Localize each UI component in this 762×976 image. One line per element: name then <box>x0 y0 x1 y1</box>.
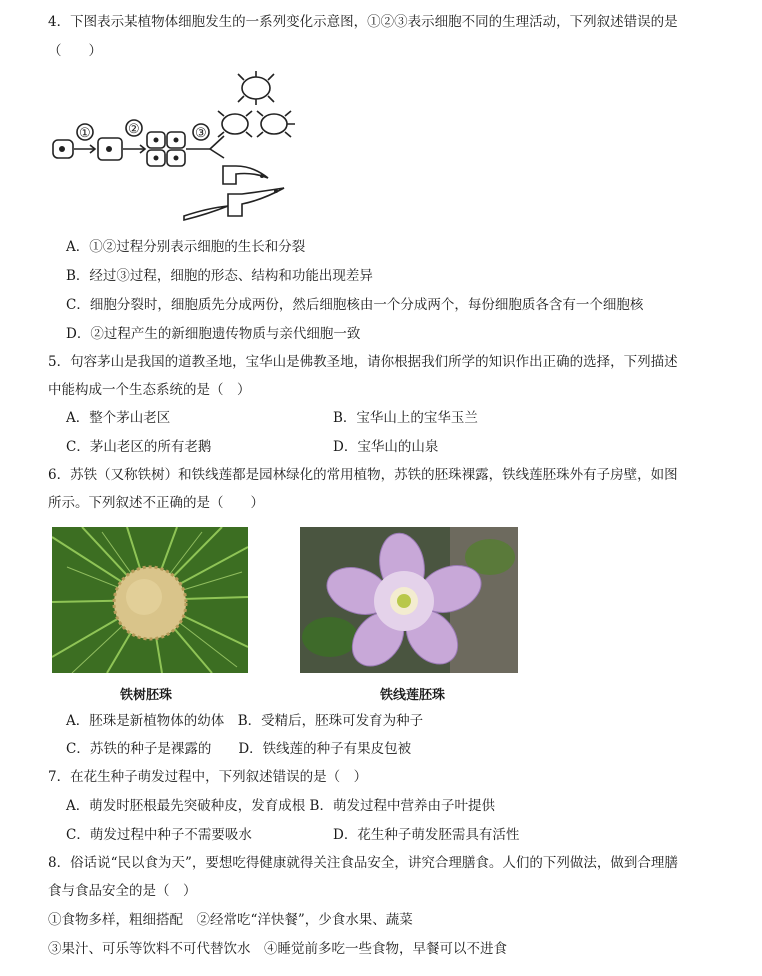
q8-stem-line2: 食与食品安全的是（ ） <box>48 883 197 899</box>
q4-option-b: B．经过③过程，细胞的形态、结构和功能出现差异 <box>66 268 373 284</box>
q5-option-a: A．整个茅山老区 <box>66 410 171 426</box>
cycas-ovule-photo <box>52 527 248 673</box>
caption-cycas: 铁树胚珠 <box>120 688 173 703</box>
q6-stem-line2: 所示。下列叙述不正确的是（ ） <box>48 495 264 511</box>
q5-option-b: B．宝华山上的宝华玉兰 <box>333 410 478 426</box>
label-3: ③ <box>195 126 207 141</box>
q8-items-line2: ③果汁、可乐等饮料不可代替饮水 ④睡觉前多吃一些食物，早餐可以不进食 <box>48 941 507 957</box>
q8-items-line1: ①食物多样，粗细搭配 ②经常吃“洋快餐”，少食水果、蔬菜 <box>48 912 413 928</box>
q5-stem-line1: 5．句容茅山是我国的道教圣地，宝华山是佛教圣地，请你根据我们所学的知识作出正确的选择，下列描述 <box>48 354 678 370</box>
q4-option-a: A．①②过程分别表示细胞的生长和分裂 <box>66 239 306 255</box>
caption-clematis: 铁线莲胚珠 <box>380 688 446 703</box>
q6-options-line1: A．胚珠是新植物体的幼体 B．受精后，胚珠可发育为种子 <box>66 713 424 729</box>
q4-stem-line1: 4．下图表示某植物体细胞发生的一系列变化示意图，①②③表示细胞不同的生理活动，下列叙述错误的是 <box>48 14 678 30</box>
q6-stem-line1: 6．苏铁（又称铁树）和铁线莲都是园林绿化的常用植物，苏铁的胚珠裸露，铁线莲胚珠外有子房壁，如图 <box>48 467 678 483</box>
cell-change-diagram <box>48 66 308 226</box>
q5-option-c: C．茅山老区的所有老鹅 <box>66 439 212 455</box>
q6-options-line2: C．苏铁的种子是裸露的 D．铁线莲的种子有果皮包被 <box>66 741 412 757</box>
q7-option-c: C．萌发过程中种子不需要吸水 <box>66 827 252 843</box>
clematis-ovule-photo <box>300 527 518 673</box>
q4-option-d: D．②过程产生的新细胞遗传物质与亲代细胞一致 <box>66 326 361 342</box>
label-2: ② <box>128 122 140 137</box>
q8-stem-line1: 8．俗话说“民以食为天”，要想吃得健康就得关注食品安全，讲究合理膳食。人们的下列做法，做到合理膳 <box>48 855 678 871</box>
q4-option-c: C．细胞分裂时，细胞质先分成两份，然后细胞核由一个分成两个，每份细胞质各含有一个细胞核 <box>66 297 644 313</box>
q7-options-line1: A．萌发时胚根最先突破种皮，发育成根 B．萌发过程中营养由子叶提供 <box>66 798 495 814</box>
label-1: ① <box>79 126 91 141</box>
q7-option-d: D．花生种子萌发胚需具有活性 <box>333 827 520 843</box>
q5-option-d: D．宝华山的山泉 <box>333 439 439 455</box>
q5-stem-line2: 中能构成一个生态系统的是（ ） <box>48 382 251 398</box>
q4-stem-line2: （ ） <box>48 43 102 59</box>
q7-stem: 7．在花生种子萌发过程中，下列叙述错误的是（ ） <box>48 769 368 785</box>
